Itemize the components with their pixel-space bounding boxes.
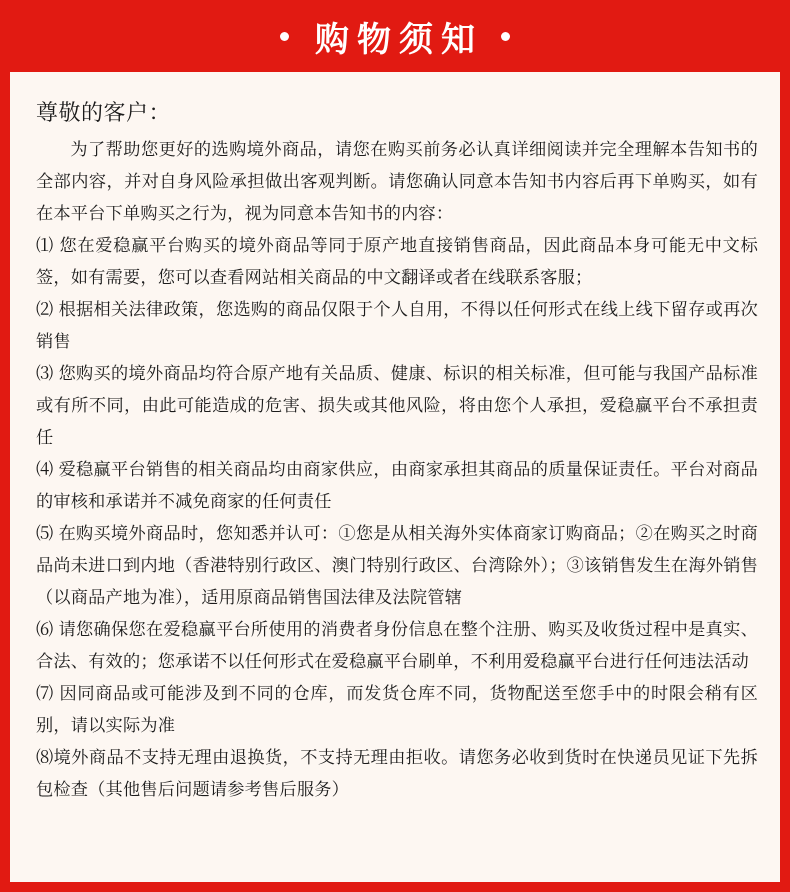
clause-item-2: ⑵ 根据相关法律政策，您选购的商品仅限于个人自用，不得以任何形式在线上线下留存或再次销售 <box>36 299 758 351</box>
clause-item-1: ⑴ 您在爱稳赢平台购买的境外商品等同于原产地直接销售商品，因此商品本身可能无中文标签，如有需要，您可以查看网站相关商品的中文翻译或者在线联系客服； <box>36 235 758 287</box>
bullet-dot-right-icon <box>501 32 510 41</box>
clause-item-8: ⑻境外商品不支持无理由退换货，不支持无理由拒收。请您务必收到货时在快递员见证下先拆包检查（其他售后问题请参考售后服务） <box>36 747 758 799</box>
page-title: 购物须知 <box>315 20 483 59</box>
clause-item-6: ⑹ 请您确保您在爱稳赢平台所使用的消费者身份信息在整个注册、购买及收货过程中是真实、合法、有效的；您承诺不以任何形式在爱稳赢平台刷单，不利用爱稳赢平台进行任何违法活动 <box>36 619 758 671</box>
page-header <box>0 0 790 72</box>
salutation: 尊敬的客户： <box>36 100 172 125</box>
intro-paragraph: 为了帮助您更好的选购境外商品，请您在购买前务必认真详细阅读并完全理解本告知书的全部内容，并对自身风险承担做出客观判断。请您确认同意本告知书内容后再下单购买，如有在本平台下单购买之行为，视为同意本告知书的内容： <box>36 139 758 223</box>
clause-item-4: ⑷ 爱稳赢平台销售的相关商品均由商家供应，由商家承担其商品的质量保证责任。平台对商品的审核和承诺并不减免商家的任何责任 <box>36 459 758 511</box>
clause-item-3: ⑶ 您购买的境外商品均符合原产地有关品质、健康、标识的相关标准，但可能与我国产品标准或有所不同，由此可能造成的危害、损失或其他风险，将由您个人承担，爱稳赢平台不承担责任 <box>36 363 758 447</box>
clause-item-7: ⑺ 因同商品或可能涉及到不同的仓库，而发货仓库不同，货物配送至您手中的时限会稍有区别，请以实际为准 <box>36 683 758 735</box>
notice-body-card <box>10 72 780 882</box>
bullet-dot-left-icon <box>280 32 289 41</box>
clause-item-5: ⑸ 在购买境外商品时，您知悉并认可：①您是从相关海外实体商家订购商品；②在购买之时商品尚未进口到内地（香港特别行政区、澳门特别行政区、台湾除外）；③该销售发生在海外销售（以商品产地为准），适用原商品销售国法律及法院管辖 <box>36 523 758 607</box>
